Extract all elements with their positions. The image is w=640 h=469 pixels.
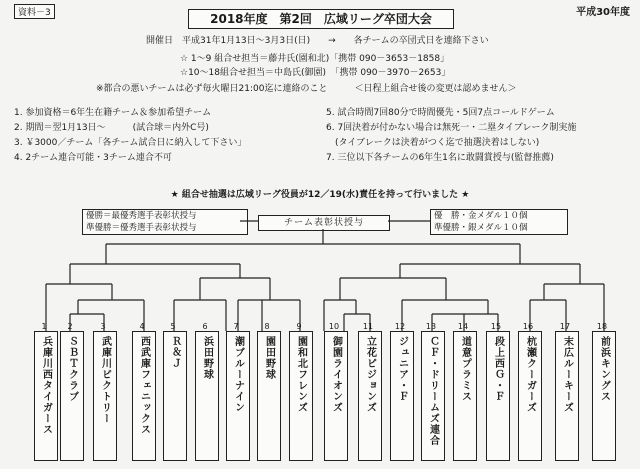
team-number: 16 (522, 322, 534, 331)
team-number: 13 (425, 322, 437, 331)
team-number: 5 (170, 322, 176, 331)
team-number: 10 (328, 322, 340, 331)
rule-item: 3. ￥3000／チーム「各チーム試合日に納入して下さい」 (14, 138, 247, 148)
event-period: 開催日 平成31年1月13日～3月3日(日) → 各チームの卒団式日を連絡下さい (146, 36, 489, 46)
team-number: 17 (559, 322, 571, 331)
contact-line-1: ☆ 1～9 組合せ担当＝藤井氏(園和北)「携帯 090－3653－1858」 (180, 54, 450, 64)
team-box: 御園ライオンズ (324, 331, 348, 461)
team-box: 園和北フレンズ (289, 331, 313, 461)
team-box: ＳＢＴクラブ (60, 331, 84, 461)
team-box: 前浜キングス (592, 331, 616, 461)
team-number: 2 (67, 322, 73, 331)
page-title: 2018年度 第2回 広域リーグ卒団大会 (188, 9, 454, 29)
schedule-notice: ※都合の悪いチームは必ず毎火曜日21:00迄に連絡のこと ＜日程上組合せ後の変更は認めません＞ (96, 84, 517, 94)
team-number: 6 (202, 322, 208, 331)
team-box: Ｒ＆Ｊ (163, 331, 187, 461)
team-box: 武庫川ビクトリー (93, 331, 117, 461)
medal-runner-up: 準優勝・銀メダル１０個 (434, 223, 528, 233)
rule-item: 4. 2チーム連合可能・3チーム連合不可 (14, 153, 172, 163)
award-runner-up: 準優勝＝優秀選手表彰状授与 (86, 223, 197, 233)
team-box: 潮ブルーナイン (226, 331, 250, 461)
document-label: 資料－3 (14, 4, 55, 19)
rule-item: 5. 試合時間7回80分で時間優先・5回7点コールドゲーム (326, 108, 555, 118)
team-box: ＣＦ・ドリームズ連合 (421, 331, 445, 461)
lottery-note: ★ 組合せ抽選は広域リーグ役員が12／19(水)責任を持って行いました ★ (170, 190, 470, 200)
rule-item: 7. 三位以下各チームの6年生1名に敢闘賞授与(監督推薦) (326, 153, 554, 163)
team-number: 7 (233, 322, 239, 331)
team-box: 段上西Ｇ・Ｆ (486, 331, 510, 461)
rule-item: 2. 期間＝翌1月13日～ (試合球＝内外C号) (14, 123, 209, 133)
team-box: 兵庫川西タイガース (34, 331, 58, 461)
team-number: 12 (394, 322, 406, 331)
contact-line-2: ☆10～18組合せ担当＝中島氏(御園) 「携帯 090－3970－2653」 (180, 68, 451, 78)
team-number: 14 (457, 322, 469, 331)
team-number: 3 (100, 322, 106, 331)
team-box: 園田野球 (257, 331, 281, 461)
team-box: 道意プラミス (453, 331, 477, 461)
fiscal-year: 平成30年度 (576, 7, 630, 18)
rule-item: 1. 参加資格＝6年生在籍チーム＆参加希望チーム (14, 108, 212, 118)
team-box: 末広ルーキーズ (555, 331, 579, 461)
team-number: 9 (296, 322, 302, 331)
team-box: ジュニア・Ｆ (390, 331, 414, 461)
team-box: 立花ピジョンズ (358, 331, 382, 461)
team-number: 11 (362, 322, 374, 331)
team-number: 15 (490, 322, 502, 331)
team-number: 18 (596, 322, 608, 331)
team-box: 浜田野球 (195, 331, 219, 461)
center-award-box: チーム表彰状授与 (258, 215, 390, 231)
award-winner: 優勝＝最優秀選手表彰状授与 (86, 211, 197, 221)
team-number: 1 (41, 322, 47, 331)
rule-item: (タイブレークは決着がつく迄で抽選決着はしない) (326, 138, 540, 148)
team-box: 西武庫フェニックス (132, 331, 156, 461)
team-box: 杭瀬クーガーズ (518, 331, 542, 461)
rule-item: 6. 7回決着が付かない場合は無死一・二塁タイブレーク制実施 (326, 123, 577, 133)
medal-winner: 優 勝・金メダル１０個 (434, 211, 528, 221)
team-number: 8 (264, 322, 270, 331)
team-number: 4 (139, 322, 145, 331)
